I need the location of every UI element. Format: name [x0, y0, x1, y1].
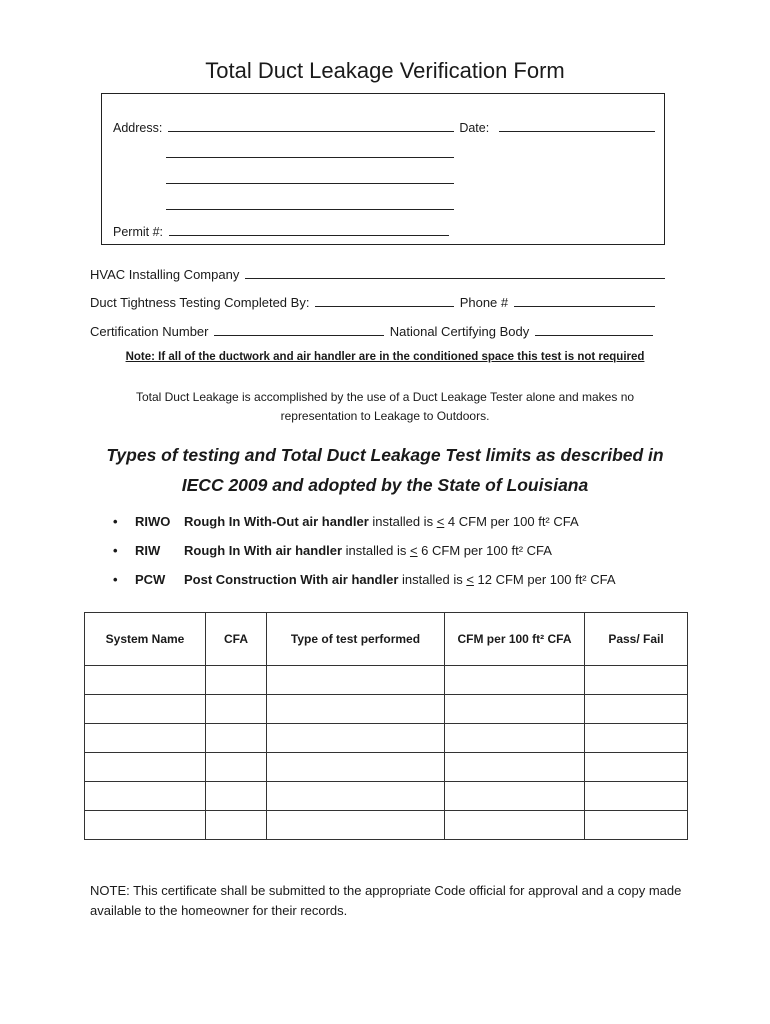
address-field-2[interactable] — [166, 144, 454, 158]
bullet-icon: • — [113, 543, 118, 558]
section-heading — [0, 440, 770, 500]
header-pass-fail: Pass/ Fail — [585, 613, 688, 666]
table-cell[interactable] — [85, 782, 206, 811]
bullet-name: Rough In With-Out air handler — [184, 514, 369, 529]
permit-row — [113, 222, 451, 239]
bullet-code: PCW — [135, 572, 166, 587]
table-row — [85, 782, 688, 811]
national-field[interactable] — [535, 322, 653, 336]
note-not-required: Note: If all of the ductwork and air handler are in the conditioned space this test is not required — [125, 351, 645, 363]
table-cell[interactable] — [445, 753, 585, 782]
hvac-field[interactable] — [245, 265, 665, 279]
bullet-icon: • — [113, 514, 118, 529]
table-cell[interactable] — [267, 666, 445, 695]
table-cell[interactable] — [585, 811, 688, 840]
bullet-text: installed is — [368, 514, 437, 529]
bullet-text: installed is — [342, 543, 410, 558]
table-cell[interactable] — [267, 724, 445, 753]
table-cell[interactable] — [206, 724, 267, 753]
bullet-text: installed is — [398, 572, 467, 587]
table-cell[interactable] — [85, 724, 206, 753]
table-cell[interactable] — [85, 753, 206, 782]
bullet-riw — [113, 543, 552, 558]
table-cell[interactable] — [267, 782, 445, 811]
heading-line-2: IECC 2009 and adopted by the State of Louisiana — [181, 475, 589, 495]
cert-field[interactable] — [214, 322, 384, 336]
bullet-limit: 6 CFM per 100 ft² CFA — [417, 543, 552, 558]
bullet-limit: 12 CFM per 100 ft² CFA — [473, 572, 616, 587]
header-system-name: System Name — [85, 613, 206, 666]
table-cell[interactable] — [445, 782, 585, 811]
table-cell[interactable] — [267, 811, 445, 840]
bullet-riwo — [113, 514, 579, 529]
leakage-paragraph — [115, 388, 655, 426]
date-label: Date: — [459, 121, 490, 135]
bullet-lte: < — [436, 514, 445, 529]
phone-label: Phone # — [459, 295, 509, 310]
header-cfm: CFM per 100 ft² CFA — [445, 613, 585, 666]
page-title: Total Duct Leakage Verification Form — [205, 58, 565, 83]
table-cell[interactable] — [206, 695, 267, 724]
address-field-3[interactable] — [166, 170, 454, 184]
header-cfa: CFA — [206, 613, 267, 666]
table-cell[interactable] — [585, 695, 688, 724]
table-row — [85, 666, 688, 695]
paragraph-line-2: representation to Leakage to Outdoors. — [280, 409, 490, 423]
address-label: Address: — [113, 121, 163, 135]
heading-line-1: Types of testing and Total Duct Leakage Test limits as described in — [106, 445, 664, 465]
table-cell[interactable] — [267, 695, 445, 724]
header-test-type: Type of test performed — [267, 613, 445, 666]
table-cell[interactable] — [206, 782, 267, 811]
bullet-lte: < — [409, 543, 418, 558]
tested-by-label: Duct Tightness Testing Completed By: — [90, 295, 310, 310]
table-row — [85, 753, 688, 782]
table-row — [85, 695, 688, 724]
table-cell[interactable] — [585, 666, 688, 695]
table-cell[interactable] — [445, 695, 585, 724]
address-field-4[interactable] — [166, 196, 454, 210]
table-cell[interactable] — [85, 666, 206, 695]
table-cell[interactable] — [206, 753, 267, 782]
tested-by-field[interactable] — [315, 293, 454, 307]
phone-field[interactable] — [514, 293, 655, 307]
bullet-limit: 4 CFM per 100 ft² CFA — [444, 514, 579, 529]
bullet-pcw — [113, 572, 616, 587]
address-row — [113, 118, 657, 135]
table-cell[interactable] — [445, 666, 585, 695]
table-header-row — [85, 613, 688, 666]
table-cell[interactable] — [585, 724, 688, 753]
address-field-1[interactable] — [168, 118, 454, 132]
table-cell[interactable] — [445, 724, 585, 753]
date-field[interactable] — [499, 118, 655, 132]
bullet-code: RIWO — [135, 514, 171, 529]
permit-label: Permit #: — [113, 225, 164, 239]
table-cell[interactable] — [85, 695, 206, 724]
table-row — [85, 724, 688, 753]
address-row-3 — [164, 170, 456, 187]
table-cell[interactable] — [585, 753, 688, 782]
table-cell[interactable] — [85, 811, 206, 840]
table-cell[interactable] — [267, 753, 445, 782]
address-box — [101, 93, 665, 245]
bullet-name: Post Construction With air handler — [184, 572, 399, 587]
permit-field[interactable] — [169, 222, 449, 236]
table-cell[interactable] — [585, 782, 688, 811]
table-row — [85, 811, 688, 840]
bullet-code: RIW — [135, 543, 161, 558]
paragraph-line-1: Total Duct Leakage is accomplished by the use of a Duct Leakage Tester alone and makes no — [135, 390, 635, 404]
hvac-row — [90, 265, 667, 282]
address-row-2 — [164, 144, 456, 161]
tested-by-row — [90, 293, 657, 310]
certification-row — [90, 322, 655, 339]
footer-note: NOTE: This certificate shall be submitted to the appropriate Code official for approval and a copy made available to the homeowner for their records. — [90, 883, 682, 918]
hvac-label: HVAC Installing Company — [90, 267, 240, 282]
results-table — [84, 612, 688, 840]
table-cell[interactable] — [206, 666, 267, 695]
address-row-4 — [164, 196, 456, 213]
bullet-icon: • — [113, 572, 118, 587]
national-label: National Certifying Body — [389, 324, 530, 339]
bullet-lte: < — [466, 572, 474, 587]
table-cell[interactable] — [445, 811, 585, 840]
table-cell[interactable] — [206, 811, 267, 840]
cert-label: Certification Number — [90, 324, 209, 339]
bullet-name: Rough In With air handler — [184, 543, 343, 558]
